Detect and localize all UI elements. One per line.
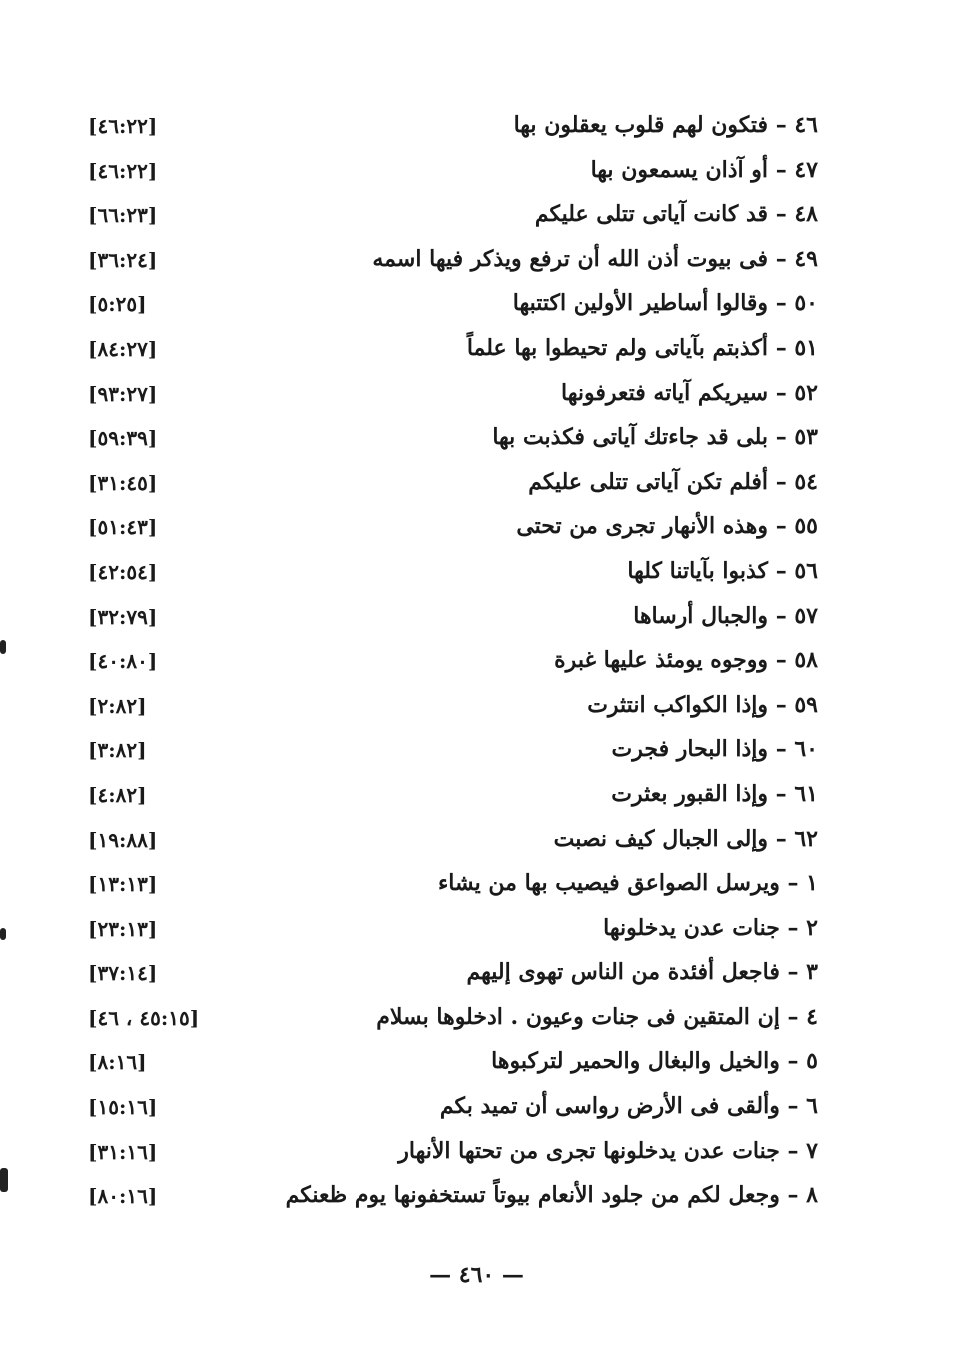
verse-text: ٣ – فاجعل أفئدة من الناس تهوى إليهم	[466, 959, 818, 986]
index-entry	[88, 862, 818, 907]
verse-text: ٥٧ – والجبال أرساها	[633, 602, 818, 629]
verse-reference: [٥٩:٣٩]	[88, 426, 158, 451]
index-entry	[88, 951, 818, 996]
verse-text: ٦١ – وإذا القبور بعثرت	[611, 780, 818, 807]
verse-text: ٦٢ – وإلى الجبال كيف نصبت	[553, 825, 818, 852]
verse-reference: [٨٠:١٦]	[88, 1184, 158, 1209]
verse-reference: [٣١:١٦]	[88, 1139, 158, 1164]
verse-reference: [٣٢:٧٩]	[88, 604, 158, 629]
index-entry	[88, 907, 818, 952]
verse-text: ٧ – جنات عدن يدخلونها تجرى من تحتها الأنهار	[398, 1137, 818, 1164]
index-entry	[88, 193, 818, 238]
index-entry	[88, 728, 818, 773]
index-entry	[88, 104, 818, 149]
index-entry	[88, 327, 818, 372]
verse-reference: [٣:٨٢]	[88, 738, 147, 763]
scan-edge-mark	[0, 928, 6, 940]
index-entry	[88, 773, 818, 818]
index-entry	[88, 639, 818, 684]
index-entry	[88, 1174, 818, 1219]
verse-reference: [٤٥:١٥ ، ٤٦]	[88, 1005, 200, 1030]
index-entry	[88, 550, 818, 595]
verse-reference: [٤٢:٥٤]	[88, 559, 158, 584]
verse-reference: [٤٦:٢٢]	[88, 158, 158, 183]
index-entry	[88, 996, 818, 1041]
index-entry	[88, 684, 818, 729]
verse-text: ٥٣ – بلى قد جاءتك آياتى فكذبت بها	[492, 424, 818, 451]
verse-text: ٥٨ – ووجوه يومئذ عليها غبرة	[554, 647, 818, 674]
verse-reference: [٣١:٤٥]	[88, 470, 158, 495]
verse-text: ٢ – جنات عدن يدخلونها	[603, 914, 818, 941]
verse-reference: [٤٦:٢٢]	[88, 114, 158, 138]
index-entry	[88, 238, 818, 283]
verse-text: ٥١ – أكذبتم بآياتى ولم تحيطوا بها علماً	[466, 334, 818, 361]
index-entry	[88, 149, 818, 194]
index-entry	[88, 1130, 818, 1175]
verse-reference: [٣٧:١٤]	[88, 961, 158, 986]
index-entry	[88, 818, 818, 863]
verse-reference: [٦٦:٢٣]	[88, 203, 158, 228]
index-entry	[88, 595, 818, 640]
index-entry	[88, 505, 818, 550]
verse-text: ٥٥ – وهذه الأنهار تجرى من تحتى	[516, 513, 818, 540]
verse-reference: [٢:٨٢]	[88, 693, 147, 718]
verse-text: ٥٩ – وإذا الكواكب انتثرت	[587, 691, 818, 718]
verse-text: ٥٠ – وقالوا أساطير الأولين اكتتبها	[512, 290, 818, 317]
verse-text: ٤٦ – فتكون لهم قلوب يعقلون بها	[513, 112, 818, 138]
verse-text: ٥ – والخيل والبغال والحمير لتركبوها	[491, 1048, 818, 1075]
verse-reference: [٢٣:١٣]	[88, 916, 158, 941]
verse-text: ٥٤ – أفلم تكن آياتى تتلى عليكم	[528, 468, 818, 495]
verse-text: ٤٧ – أو آذان يسمعون بها	[590, 156, 818, 183]
index-entry	[88, 461, 818, 506]
verse-reference: [٤٠:٨٠]	[88, 649, 158, 674]
verse-text: ٥٦ – كذبوا بآياتنا كلها	[627, 557, 818, 584]
verse-text: ٦٠ – وإذا البحار فجرت	[611, 736, 818, 763]
verse-text: ٥٢ – سيريكم آياته فتعرفونها	[560, 379, 818, 406]
verse-text: ١ – ويرسل الصواعق فيصيب بها من يشاء	[437, 870, 818, 897]
verse-reference: [٨٤:٢٧]	[88, 336, 158, 361]
verse-reference: [٣٦:٢٤]	[88, 247, 158, 272]
verse-text: ٦ – وألقى فى الأرض رواسى أن تميد بكم	[439, 1093, 818, 1120]
verse-reference: [١٥:١٦]	[88, 1095, 158, 1120]
index-entry	[88, 372, 818, 417]
verse-reference: [٨:١٦]	[88, 1050, 147, 1075]
verse-text: ٤٨ – قد كانت آياتى تتلى عليكم	[534, 201, 818, 228]
verse-reference: [١٣:١٣]	[88, 872, 158, 897]
index-entry	[88, 1040, 818, 1085]
verse-text: ٨ – وجعل لكم من جلود الأنعام بيوتاً تستخفونها يوم ظعنكم	[285, 1182, 818, 1209]
verse-reference: [٤:٨٢]	[88, 782, 147, 807]
verse-reference: [٥١:٤٣]	[88, 515, 158, 540]
scan-edge-mark	[0, 640, 6, 654]
verse-index-list	[88, 104, 818, 1219]
scan-edge-mark	[0, 1168, 8, 1192]
index-entry	[88, 416, 818, 461]
verse-reference: [٥:٢٥]	[88, 292, 147, 317]
page-number: — ٤٦٠ —	[429, 1262, 524, 1288]
index-entry	[88, 1085, 818, 1130]
verse-text: ٤ – إن المتقين فى جنات وعيون . ادخلوها بسلام	[376, 1003, 818, 1030]
index-entry	[88, 282, 818, 327]
verse-text: ٤٩ – فى بيوت أذن الله أن ترفع ويذكر فيها اسمه	[372, 245, 818, 272]
verse-reference: [٩٣:٢٧]	[88, 381, 158, 406]
verse-reference: [١٩:٨٨]	[88, 827, 158, 852]
